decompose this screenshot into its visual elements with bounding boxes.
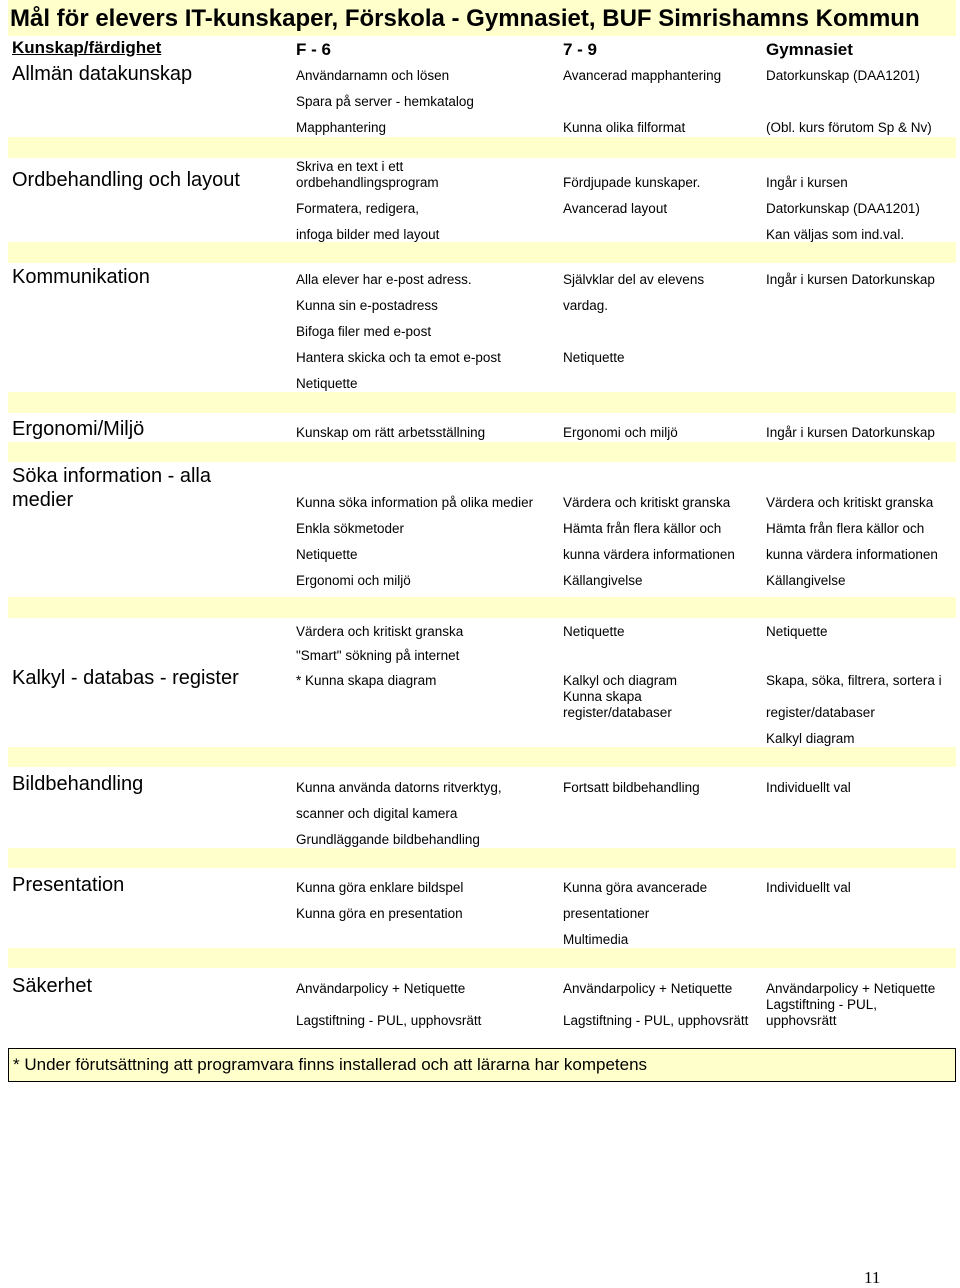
cell: Hämta från flera källor och bbox=[766, 521, 925, 536]
cell: Skapa, söka, filtrera, sortera i bbox=[766, 673, 942, 688]
footnote-text: * Under förutsättning att programvara finns installerad och att lärarna har kompetens bbox=[13, 1055, 648, 1074]
separator-band bbox=[8, 747, 956, 767]
cell: Netiquette bbox=[563, 350, 625, 365]
separator-band bbox=[8, 948, 956, 968]
cell: Lagstiftning - PUL, upphovsrätt bbox=[563, 1013, 749, 1028]
cell: Bifoga filer med e-post bbox=[296, 324, 432, 339]
cell: Användarpolicy + Netiquette bbox=[766, 981, 936, 996]
cell: Källangivelse bbox=[766, 573, 846, 588]
category-allman: Allmän datakunskap bbox=[12, 63, 193, 85]
cell: Avancerad mapphantering bbox=[563, 68, 722, 83]
header-gymnasiet: Gymnasiet bbox=[766, 40, 853, 59]
cell: ordbehandlingsprogram bbox=[296, 175, 439, 190]
cell: Kunna söka information på olika medier bbox=[296, 495, 534, 510]
category-kommunikation: Kommunikation bbox=[12, 266, 150, 288]
category-sakerhet: Säkerhet bbox=[12, 975, 93, 997]
category-presentation: Presentation bbox=[12, 874, 125, 896]
cell: Multimedia bbox=[563, 932, 629, 947]
cell: Netiquette bbox=[296, 376, 358, 391]
separator-band bbox=[8, 442, 956, 462]
cell: Lagstiftning - PUL, upphovsrätt bbox=[296, 1013, 482, 1028]
cell: Värdera och kritiskt granska bbox=[563, 495, 731, 510]
cell: Ergonomi och miljö bbox=[296, 573, 411, 588]
cell: Enkla sökmetoder bbox=[296, 521, 405, 536]
cell: Grundläggande bildbehandling bbox=[296, 832, 480, 847]
cell: Fortsatt bildbehandling bbox=[563, 780, 700, 795]
cell: Användarnamn och lösen bbox=[296, 68, 450, 83]
cell: "Smart" sökning på internet bbox=[296, 648, 460, 663]
cell: presentationer bbox=[563, 906, 650, 921]
cell: Individuellt val bbox=[766, 880, 851, 895]
cell: Avancerad layout bbox=[563, 201, 668, 216]
cell: Individuellt val bbox=[766, 780, 851, 795]
cell: Användarpolicy + Netiquette bbox=[296, 981, 466, 996]
cell: Netiquette bbox=[563, 624, 625, 639]
cell: upphovsrätt bbox=[766, 1013, 837, 1028]
header-f6: F - 6 bbox=[296, 40, 331, 59]
page-number: 11 bbox=[864, 1268, 881, 1287]
cell: Hämta från flera källor och bbox=[563, 521, 722, 536]
category-bildbehandling: Bildbehandling bbox=[12, 773, 144, 795]
cell: kunna värdera informationen bbox=[766, 547, 938, 562]
cell: Ingår i kursen Datorkunskap bbox=[766, 272, 935, 287]
cell: Kunna göra en presentation bbox=[296, 906, 463, 921]
cell: Källangivelse bbox=[563, 573, 643, 588]
cell: vardag. bbox=[563, 298, 609, 313]
cell: Kunna göra avancerade bbox=[563, 880, 708, 895]
cell: Kunna använda datorns ritverktyg, bbox=[296, 780, 502, 795]
header-79: 7 - 9 bbox=[563, 40, 598, 59]
cell: Netiquette bbox=[296, 547, 358, 562]
cell: Användarpolicy + Netiquette bbox=[563, 981, 733, 996]
separator-band bbox=[8, 848, 956, 868]
cell: scanner och digital kamera bbox=[296, 806, 458, 821]
cell: Fördjupade kunskaper. bbox=[563, 175, 701, 190]
cell: Kan väljas som ind.val. bbox=[766, 227, 905, 242]
cell: Netiquette bbox=[766, 624, 828, 639]
cell: Värdera och kritiskt granska bbox=[766, 495, 934, 510]
cell: Kalkyl diagram bbox=[766, 731, 855, 746]
cell: * Kunna skapa diagram bbox=[296, 673, 437, 688]
cell: Spara på server - hemkatalog bbox=[296, 94, 474, 109]
cell: Kunskap om rätt arbetsställning bbox=[296, 425, 486, 440]
cell: Värdera och kritiskt granska bbox=[296, 624, 464, 639]
category-ergonomi: Ergonomi/Miljö bbox=[12, 418, 145, 440]
cell: Kunna göra enklare bildspel bbox=[296, 880, 464, 895]
category-soka-line1: Söka information - alla bbox=[12, 465, 211, 487]
category-ordbehandling: Ordbehandling och layout bbox=[12, 169, 240, 191]
cell: kunna värdera informationen bbox=[563, 547, 735, 562]
cell: Kunna sin e-postadress bbox=[296, 298, 438, 313]
cell: Kunna skapa bbox=[563, 689, 642, 704]
cell: (Obl. kurs förutom Sp & Nv) bbox=[766, 120, 932, 135]
cell: Ergonomi och miljö bbox=[563, 425, 678, 440]
header-category: Kunskap/färdighet bbox=[12, 38, 162, 57]
cell: infoga bilder med layout bbox=[296, 227, 440, 242]
cell: Datorkunskap (DAA1201) bbox=[766, 201, 920, 216]
cell: Ingår i kursen bbox=[766, 175, 848, 190]
page-title: Mål för elevers IT-kunskaper, Förskola - Gymnasiet, BUF Simrishamns Kommun bbox=[10, 5, 920, 32]
cell: register/databaser bbox=[563, 705, 672, 720]
cell: Datorkunskap (DAA1201) bbox=[766, 68, 920, 83]
cell: Skriva en text i ett bbox=[296, 159, 404, 174]
cell: Alla elever har e-post adress. bbox=[296, 272, 472, 287]
separator-band bbox=[8, 242, 956, 263]
separator-band bbox=[8, 137, 956, 158]
footnote-box bbox=[8, 1048, 956, 1082]
cell: Lagstiftning - PUL, bbox=[766, 997, 878, 1012]
cell: Ingår i kursen Datorkunskap bbox=[766, 425, 935, 440]
cell: Mapphantering bbox=[296, 120, 387, 135]
separator-band bbox=[8, 392, 956, 413]
cell: Formatera, redigera, bbox=[296, 201, 420, 216]
category-soka-line2: medier bbox=[12, 489, 74, 511]
cell: Kalkyl och diagram bbox=[563, 673, 678, 688]
cell: Hantera skicka och ta emot e-post bbox=[296, 350, 501, 365]
separator-band bbox=[8, 597, 956, 618]
cell: register/databaser bbox=[766, 705, 875, 720]
cell: Kunna olika filformat bbox=[563, 120, 686, 135]
category-kalkyl: Kalkyl - databas - register bbox=[12, 667, 239, 689]
cell: Självklar del av elevens bbox=[563, 272, 705, 287]
